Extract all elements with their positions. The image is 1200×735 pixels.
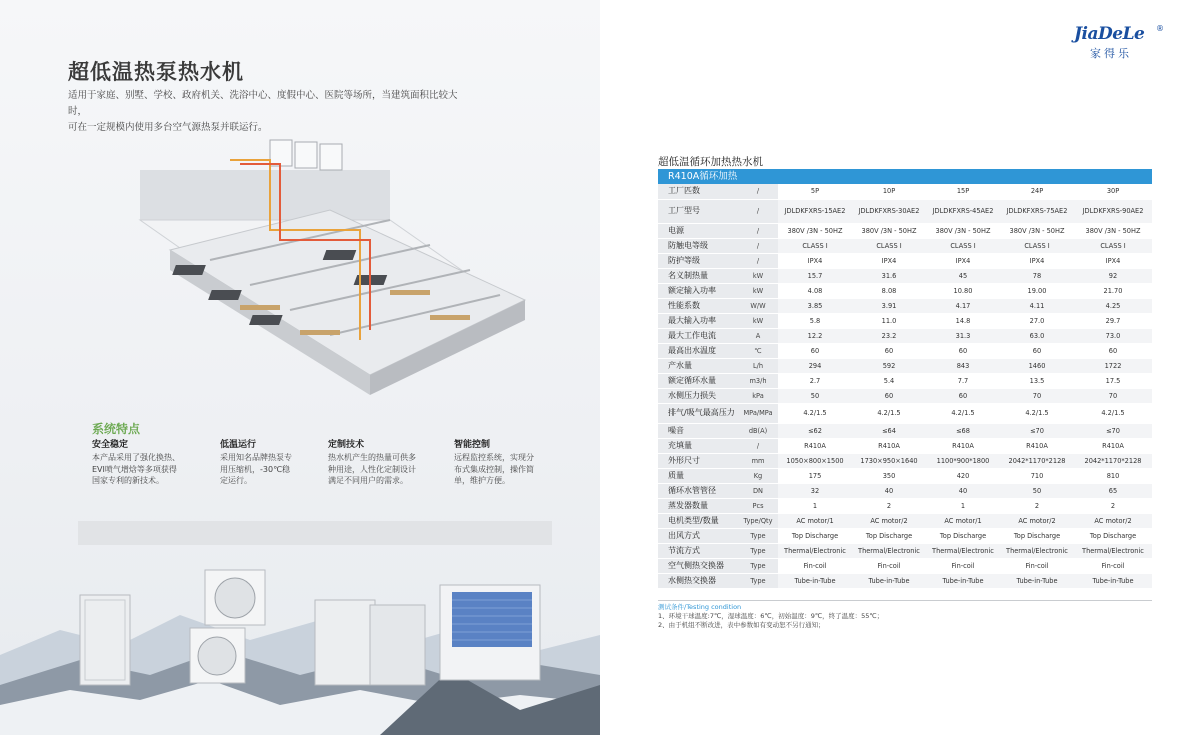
feature-custom — [328, 437, 428, 487]
table-cell: 24P — [1000, 184, 1074, 199]
table-cell: 60 — [778, 343, 852, 358]
feature-desc — [454, 452, 554, 487]
table-cell: R410A — [1000, 438, 1074, 453]
table-cell: 60 — [926, 343, 1000, 358]
table-cell: 380V /3N - 50HZ — [926, 223, 1000, 238]
table-cell: R410A — [1074, 438, 1152, 453]
row-label: 电源 — [658, 223, 738, 238]
table-cell: 2 — [852, 498, 926, 513]
table-cell: 15.7 — [778, 268, 852, 283]
feature-desc — [220, 452, 320, 487]
table-cell: 29.7 — [1074, 313, 1152, 328]
table-cell: IPX4 — [1074, 253, 1152, 268]
table-cell: 175 — [778, 468, 852, 483]
row-label: 节流方式 — [658, 543, 738, 558]
table-row — [658, 184, 1152, 199]
table-cell: 27.0 — [1000, 313, 1074, 328]
table-cell: 2 — [1074, 498, 1152, 513]
table-cell: Tube-in-Tube — [1000, 573, 1074, 588]
table-cell: 60 — [852, 343, 926, 358]
table-cell: 5P — [778, 184, 852, 199]
feature-low-temp — [220, 437, 320, 487]
note-line: 1、环境干球温度:7℃，湿球温度：6℃，初始温度：9℃，终了温度：55℃； — [658, 612, 884, 620]
table-cell: IPX4 — [1000, 253, 1074, 268]
row-label: 充填量 — [658, 438, 738, 453]
feature-safety — [92, 437, 192, 487]
table-cell: JDLDKFXRS-30AE2 — [852, 199, 926, 223]
row-label: 电机类型/数量 — [658, 513, 738, 528]
table-cell: CLASS I — [852, 238, 926, 253]
table-cell: 380V /3N - 50HZ — [1074, 223, 1152, 238]
table-cell: 1 — [926, 498, 1000, 513]
table-row — [658, 268, 1152, 283]
table-cell: AC motor/1 — [926, 513, 1000, 528]
table-row — [658, 199, 1152, 223]
logo-chinese: 家得乐 — [1090, 47, 1132, 60]
table-cell: IPX4 — [852, 253, 926, 268]
table-row — [658, 373, 1152, 388]
table-cell: AC motor/2 — [1074, 513, 1152, 528]
row-label: 蒸发器数量 — [658, 498, 738, 513]
table-cell: 40 — [852, 483, 926, 498]
table-cell: CLASS I — [778, 238, 852, 253]
feature-desc-line: 满足不同用户的需求。 — [328, 476, 408, 485]
row-unit: kW — [738, 268, 778, 283]
table-cell: JDLDKFXRS-75AE2 — [1000, 199, 1074, 223]
features — [92, 437, 552, 497]
row-label: 循环水管管径 — [658, 483, 738, 498]
row-unit: W/W — [738, 298, 778, 313]
row-unit: Kg — [738, 468, 778, 483]
row-unit: Type/Qty — [738, 513, 778, 528]
features-title: 系统特点 — [92, 422, 141, 436]
feature-desc — [328, 452, 428, 487]
row-unit: Type — [738, 528, 778, 543]
table-cell: Fin-coil — [852, 558, 926, 573]
testing-notes — [658, 600, 1152, 630]
row-label: 水侧热交换器 — [658, 573, 738, 588]
table-cell: 13.5 — [1000, 373, 1074, 388]
feature-title: 安全稳定 — [92, 440, 129, 450]
building-illustration — [130, 130, 530, 420]
table-cell: 11.0 — [852, 313, 926, 328]
table-cell: 78 — [1000, 268, 1074, 283]
table-cell: AC motor/2 — [852, 513, 926, 528]
row-label: 质量 — [658, 468, 738, 483]
table-cell: 1730×950×1640 — [852, 453, 926, 468]
right-page — [600, 0, 1200, 735]
table-row — [658, 528, 1152, 543]
table-cell: Top Discharge — [926, 528, 1000, 543]
logo-wordmark: JiaDeLe — [1074, 24, 1145, 44]
table-cell: 31.3 — [926, 328, 1000, 343]
table-cell: 65 — [1074, 483, 1152, 498]
table-cell: 4.2/1.5 — [926, 403, 1000, 423]
table-cell: 8.08 — [852, 283, 926, 298]
table-cell: CLASS I — [926, 238, 1000, 253]
table-cell: 843 — [926, 358, 1000, 373]
table-cell: 23.2 — [852, 328, 926, 343]
table-cell: 2 — [1000, 498, 1074, 513]
feature-desc-line: 布式集成控制，操作简 — [454, 464, 534, 474]
feature-smart — [454, 437, 554, 487]
feature-desc-line: 本产品采用了强化换热、 — [92, 453, 180, 462]
notes-title: 测试条件/Testing condition — [658, 603, 742, 611]
feature-desc-line: 热水机产生的热量可供多 — [328, 453, 416, 462]
table-cell: Thermal/Electronic — [926, 543, 1000, 558]
table-cell: 19.00 — [1000, 283, 1074, 298]
table-cell: ≤62 — [778, 423, 852, 438]
table-cell: 14.8 — [926, 313, 1000, 328]
table-cell: Tube-in-Tube — [852, 573, 926, 588]
table-cell: 63.0 — [1000, 328, 1074, 343]
row-unit: / — [738, 238, 778, 253]
feature-desc-line: 定运行。 — [220, 476, 252, 485]
table-cell: 350 — [852, 468, 926, 483]
table-cell: 380V /3N - 50HZ — [1000, 223, 1074, 238]
table-cell: 30P — [1074, 184, 1152, 199]
table-cell: 4.2/1.5 — [1000, 403, 1074, 423]
feature-desc-line: 远程监控系统，实现分 — [454, 453, 534, 462]
row-label: 工厂匹数 — [658, 184, 738, 199]
table-row — [658, 438, 1152, 453]
table-row — [658, 558, 1152, 573]
table-row — [658, 453, 1152, 468]
registered-mark: ® — [1156, 24, 1164, 33]
row-unit: dB(A) — [738, 423, 778, 438]
table-row — [658, 498, 1152, 513]
table-cell: 40 — [926, 483, 1000, 498]
table-cell: CLASS I — [1000, 238, 1074, 253]
table-cell: IPX4 — [926, 253, 1000, 268]
table-cell: 32 — [778, 483, 852, 498]
table-row — [658, 573, 1152, 588]
heat-pump-units-image — [0, 560, 600, 735]
table-cell: AC motor/1 — [778, 513, 852, 528]
table-cell: 45 — [926, 268, 1000, 283]
table-cell: 1 — [778, 498, 852, 513]
row-unit: kW — [738, 283, 778, 298]
row-label: 最大输入功率 — [658, 313, 738, 328]
table-cell: Tube-in-Tube — [1074, 573, 1152, 588]
table-row — [658, 423, 1152, 438]
feature-desc-line: 单，维护方便。 — [454, 476, 510, 485]
row-label: 名义制热量 — [658, 268, 738, 283]
table-row — [658, 253, 1152, 268]
row-unit: MPa/MPa — [738, 403, 778, 423]
row-label: 水侧压力损失 — [658, 388, 738, 403]
table-row — [658, 388, 1152, 403]
table-cell: 60 — [1074, 343, 1152, 358]
table-row — [658, 403, 1152, 423]
row-unit: Type — [738, 543, 778, 558]
table-cell: 60 — [1000, 343, 1074, 358]
table-cell: Thermal/Electronic — [852, 543, 926, 558]
table-cell: 2.7 — [778, 373, 852, 388]
table-row — [658, 468, 1152, 483]
row-unit: Type — [738, 573, 778, 588]
table-cell: 4.2/1.5 — [1074, 403, 1152, 423]
table-cell: 1050×800×1500 — [778, 453, 852, 468]
table-cell: 3.85 — [778, 298, 852, 313]
table-cell: R410A — [926, 438, 1000, 453]
page-title: 超低温热泵热水机 — [68, 60, 244, 84]
table-cell: 710 — [1000, 468, 1074, 483]
table-cell: 50 — [1000, 483, 1074, 498]
table-cell: R410A — [778, 438, 852, 453]
table-cell: 92 — [1074, 268, 1152, 283]
table-row — [658, 238, 1152, 253]
row-label: 外形尺寸 — [658, 453, 738, 468]
row-unit: / — [738, 253, 778, 268]
table-cell: 420 — [926, 468, 1000, 483]
table-cell: 50 — [778, 388, 852, 403]
table-cell: Tube-in-Tube — [778, 573, 852, 588]
row-label: 产水量 — [658, 358, 738, 373]
table-band: R410A循环加热 — [658, 169, 1152, 184]
row-label: 工厂型号 — [658, 199, 738, 223]
table-cell: 12.2 — [778, 328, 852, 343]
table-row — [658, 328, 1152, 343]
row-unit: kW — [738, 313, 778, 328]
row-label: 排气/吸气最高压力 — [658, 403, 738, 423]
row-unit: kPa — [738, 388, 778, 403]
intro-line-1: 适用于家庭、别墅、学校、政府机关、洗浴中心、度假中心、医院等场所，当建筑面积比较大时， — [68, 90, 458, 117]
row-label: 噪音 — [658, 423, 738, 438]
table-cell: 60 — [852, 388, 926, 403]
feature-desc-line: 种用途，人性化定制设计 — [328, 464, 416, 474]
table-row — [658, 343, 1152, 358]
feature-desc-line: 用压缩机，-30℃稳 — [220, 464, 291, 474]
row-unit: ℃ — [738, 343, 778, 358]
row-unit: A — [738, 328, 778, 343]
decorative-bar — [78, 521, 552, 545]
note-line: 2、由于机组不断改进，表中参数如有变动恕不另行通知； — [658, 621, 825, 629]
table-cell: ≤70 — [1074, 423, 1152, 438]
table-cell: Fin-coil — [778, 558, 852, 573]
table-cell: 380V /3N - 50HZ — [778, 223, 852, 238]
intro-line-2: 可在一定规模内使用多台空气源热泵并联运行。 — [68, 122, 268, 133]
table-row — [658, 223, 1152, 238]
table-cell: IPX4 — [778, 253, 852, 268]
table-cell: 810 — [1074, 468, 1152, 483]
table-cell: 5.4 — [852, 373, 926, 388]
feature-desc — [92, 452, 192, 487]
table-row — [658, 513, 1152, 528]
table-cell: 4.25 — [1074, 298, 1152, 313]
row-label: 防护等级 — [658, 253, 738, 268]
row-label: 防触电等级 — [658, 238, 738, 253]
table-cell: 5.8 — [778, 313, 852, 328]
table-cell: 3.91 — [852, 298, 926, 313]
table-cell: Fin-coil — [926, 558, 1000, 573]
feature-title: 定制技术 — [328, 440, 365, 450]
table-cell: 4.2/1.5 — [778, 403, 852, 423]
table-cell: 592 — [852, 358, 926, 373]
table-cell: 4.08 — [778, 283, 852, 298]
table-cell: 4.11 — [1000, 298, 1074, 313]
table-cell: 1100*900*1800 — [926, 453, 1000, 468]
table-cell: Tube-in-Tube — [926, 573, 1000, 588]
table-cell: Top Discharge — [778, 528, 852, 543]
feature-title: 智能控制 — [454, 440, 491, 450]
row-label: 额定输入功率 — [658, 283, 738, 298]
brand-logo — [1074, 24, 1164, 66]
table-cell: 21.70 — [1074, 283, 1152, 298]
table-row — [658, 483, 1152, 498]
table-cell: ≤68 — [926, 423, 1000, 438]
table-cell: 15P — [926, 184, 1000, 199]
table-cell: ≤70 — [1000, 423, 1074, 438]
table-cell: 380V /3N - 50HZ — [852, 223, 926, 238]
table-cell: Fin-coil — [1074, 558, 1152, 573]
table-cell: Top Discharge — [1000, 528, 1074, 543]
table-row — [658, 313, 1152, 328]
table-cell: 1460 — [1000, 358, 1074, 373]
table-cell: Thermal/Electronic — [1000, 543, 1074, 558]
row-label: 空气侧热交换器 — [658, 558, 738, 573]
table-cell: Top Discharge — [852, 528, 926, 543]
feature-desc-line: 国家专利的新技术。 — [92, 476, 164, 485]
table-cell: 4.17 — [926, 298, 1000, 313]
row-label: 最高出水温度 — [658, 343, 738, 358]
table-title: 超低温循环加热热水机 — [658, 156, 763, 168]
row-label: 性能系数 — [658, 298, 738, 313]
row-unit: Pcs — [738, 498, 778, 513]
table-cell: Thermal/Electronic — [1074, 543, 1152, 558]
table-row — [658, 283, 1152, 298]
table-cell: 10P — [852, 184, 926, 199]
feature-title: 低温运行 — [220, 440, 257, 450]
row-unit: / — [738, 184, 778, 199]
row-unit: DN — [738, 483, 778, 498]
intro-text — [68, 88, 468, 136]
row-label: 出风方式 — [658, 528, 738, 543]
table-cell: 70 — [1074, 388, 1152, 403]
row-unit: L/h — [738, 358, 778, 373]
table-cell: 2042*1170*2128 — [1000, 453, 1074, 468]
table-cell: 60 — [926, 388, 1000, 403]
table-cell: ≤64 — [852, 423, 926, 438]
table-row — [658, 298, 1152, 313]
row-unit: / — [738, 223, 778, 238]
table-cell: Top Discharge — [1074, 528, 1152, 543]
row-unit: / — [738, 199, 778, 223]
table-cell: 70 — [1000, 388, 1074, 403]
table-cell: JDLDKFXRS-90AE2 — [1074, 199, 1152, 223]
row-unit: m3/h — [738, 373, 778, 388]
row-label: 最大工作电流 — [658, 328, 738, 343]
table-cell: JDLDKFXRS-15AE2 — [778, 199, 852, 223]
table-cell: JDLDKFXRS-45AE2 — [926, 199, 1000, 223]
table-cell: Fin-coil — [1000, 558, 1074, 573]
table-cell: 73.0 — [1074, 328, 1152, 343]
table-cell: 1722 — [1074, 358, 1152, 373]
row-label: 额定循环水量 — [658, 373, 738, 388]
table-cell: CLASS I — [1074, 238, 1152, 253]
row-unit: mm — [738, 453, 778, 468]
spec-table — [658, 184, 1152, 589]
table-cell: AC motor/2 — [1000, 513, 1074, 528]
table-cell: 31.6 — [852, 268, 926, 283]
feature-desc-line: 采用知名品牌热泵专 — [220, 453, 292, 462]
table-cell: 7.7 — [926, 373, 1000, 388]
table-cell: Thermal/Electronic — [778, 543, 852, 558]
table-cell: 2042*1170*2128 — [1074, 453, 1152, 468]
table-cell: 294 — [778, 358, 852, 373]
row-unit: / — [738, 438, 778, 453]
table-cell: R410A — [852, 438, 926, 453]
table-cell: 10.80 — [926, 283, 1000, 298]
table-cell: 4.2/1.5 — [852, 403, 926, 423]
table-row — [658, 543, 1152, 558]
table-cell: 17.5 — [1074, 373, 1152, 388]
feature-desc-line: EVI喷气增焓等多项获得 — [92, 464, 177, 474]
table-row — [658, 358, 1152, 373]
row-unit: Type — [738, 558, 778, 573]
